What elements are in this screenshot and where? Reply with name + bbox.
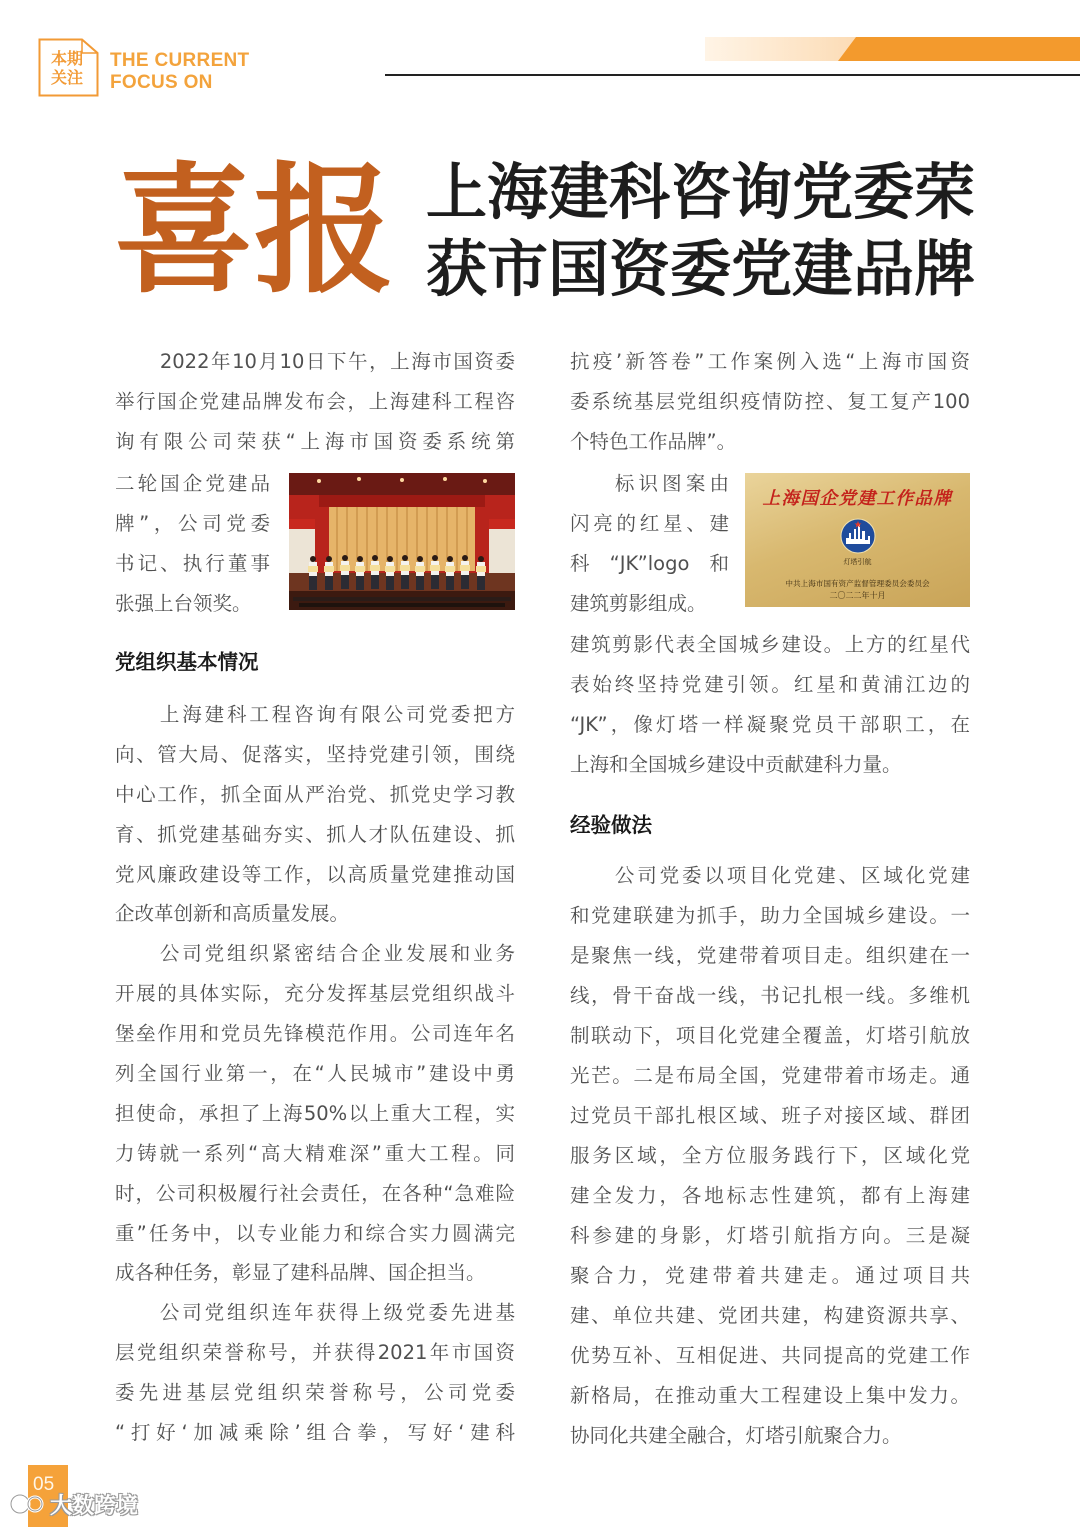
text-line: 建筑剪影代表全国城乡建设。上方的红星代 (570, 633, 970, 656)
title-line-2: 获市国资委党建品牌 (426, 234, 976, 305)
text-line: 个特色工作品牌”。 (570, 430, 737, 453)
plaque-issuer: 中共上海市国有资产监督管理委员会委员会 (785, 579, 930, 588)
text-line: “JK”，像灯塔一样凝聚党员干部职工，在 (570, 713, 970, 736)
right-body (570, 856, 970, 1456)
right-after-wrap (570, 625, 970, 785)
text-line: 公司党组织紧密结合企业发展和业务 (159, 942, 515, 966)
text-line: 重”任务中，以专业能力和综合实力圆满完 (115, 1221, 515, 1245)
text-line: 公司党委以项目化党建、区域化党建 (614, 864, 970, 887)
plaque-logo-caption: 灯塔引航 (843, 558, 872, 566)
text-line: 育、抓党建基础夯实、抓人才队伍建设、抓 (115, 822, 515, 846)
text-line: 书记、执行董事 (115, 552, 270, 575)
section-badge (38, 38, 99, 97)
award-ceremony-photo (289, 473, 515, 610)
plaque-date: 二〇二二年十月 (829, 591, 886, 600)
text-line: 是聚焦一线，党建带着项目走。组织建在一 (570, 944, 970, 967)
text-line: 时，公司积极履行社会责任，在各种“急难险 (115, 1181, 515, 1205)
text-line: 上海和全国城乡建设中贡献建科力量。 (570, 753, 902, 776)
text-line: 列全国行业第一，在“人民城市”建设中勇 (115, 1062, 515, 1086)
text-line: 建、单位共建、党团共建，构建资源共享、 (570, 1304, 970, 1327)
text-line: 企改革创新和高质量发展。 (115, 902, 350, 926)
text-line: 举行国企党建品牌发布会，上海建科工程咨 (115, 390, 515, 413)
text-line: 开展的具体实际，充分发挥基层党组织战斗 (115, 982, 515, 1006)
text-line: 2022年10月10日下午，上海市国资委 (159, 350, 515, 373)
text-line: 委系统基层党组织疫情防控、复工复产100 (570, 390, 970, 413)
text-line: 询有限公司荣获“上海市国资委系统第 (115, 430, 515, 453)
text-line: 担使命，承担了上海50%以上重大工程，实 (115, 1101, 515, 1125)
section-tag-line-1: THE CURRENT (110, 50, 250, 71)
badge-line-2: 关注 (50, 68, 83, 87)
text-line: 堡垒作用和党员先锋模范作用。公司连年名 (115, 1022, 515, 1046)
text-line: 科参建的身影，灯塔引航指方向。三是凝 (570, 1224, 970, 1247)
text-line: 二轮国企党建品 (115, 472, 270, 495)
text-line: 向、管大局、促落实，坚持党建引领，围绕 (115, 742, 515, 766)
text-line: 标识图案由 (614, 472, 729, 495)
text-line: 过党员干部扎根区域、班子对接区域、群团 (570, 1104, 970, 1127)
text-line: 表始终坚持党建引领。红星和黄浦江边的 (570, 673, 970, 696)
text-line: 中心工作，抓全面从严治党、抓党史学习教 (115, 782, 515, 806)
text-line: 建全发力，各地标志性建筑，都有上海建 (570, 1184, 970, 1207)
section-tag-line-2: FOCUS ON (110, 72, 213, 93)
text-line: 建筑剪影组成。 (570, 592, 707, 615)
header-bar-accent (838, 37, 1080, 61)
text-line: 党风廉政建设等工作，以高质量党建推动国 (115, 862, 515, 886)
text-line: 委先进基层党组织荣誉称号，公司党委 (115, 1381, 515, 1405)
text-line: 聚合力，党建带着共建走。通过项目共 (570, 1264, 970, 1287)
plaque-title: 上海国企党建工作品牌 (762, 489, 953, 509)
title-line-1: 上海建科咨询党委荣 (426, 157, 976, 228)
text-line: 优势互补、互相促进、共同提高的党建工作 (570, 1344, 970, 1367)
watermark-logo-icon (8, 1490, 48, 1522)
text-line: “打好‘加减乘除’组合拳，写好‘建科 (115, 1421, 515, 1445)
lighthouse-logo-icon (839, 517, 877, 555)
section-heading-basics: 党组织基本情况 (115, 650, 259, 674)
text-line: 层党组织荣誉称号，并获得2021年市国资 (115, 1341, 515, 1365)
badge-line-1: 本期 (50, 49, 83, 68)
text-line: 新格局，在推动重大工程建设上集中发力。 (570, 1384, 970, 1407)
right-intro (570, 342, 970, 462)
text-line: 公司党组织连年获得上级党委先进基 (159, 1301, 515, 1325)
text-line: 协同化共建全融合，灯塔引航聚合力。 (570, 1424, 902, 1447)
left-intro (115, 342, 515, 462)
text-line: 张强上台领奖。 (115, 592, 252, 615)
header-rule (385, 74, 1080, 76)
text-line: 光芒。二是布局全国，党建带着市场走。通 (570, 1064, 970, 1087)
text-line: 牌”，公司党委 (115, 512, 270, 535)
text-line: 制联动下，项目化党建全覆盖，灯塔引航放 (570, 1024, 970, 1047)
text-line: 线，骨干奋战一线，书记扎根一线。多维机 (570, 984, 970, 1007)
text-line: 力铸就一系列“高大精难深”重大工程。同 (115, 1141, 515, 1165)
text-line: 和党建联建为抓手，助力全国城乡建设。一 (570, 904, 970, 927)
left-intro-wrap (115, 464, 270, 624)
text-line: 闪亮的红星、建 (570, 512, 729, 535)
title-big: 喜报 (114, 150, 395, 313)
left-body (115, 695, 515, 1453)
brand-plaque-image (745, 473, 970, 607)
right-intro-wrap (570, 464, 729, 624)
page-number: 05 (33, 1474, 55, 1495)
text-line: 服务区域，全方位服务践行下，区域化党 (570, 1144, 970, 1167)
section-heading-experience: 经验做法 (570, 813, 652, 837)
text-line: 抗疫’新答卷”工作案例入选“上海市国资 (570, 350, 970, 373)
text-line: 成各种任务，彰显了建科品牌、国企担当。 (115, 1261, 486, 1285)
text-line: 科“JK”logo和 (570, 552, 729, 575)
watermark-text: 大数跨境 (50, 1494, 139, 1519)
text-line: 上海建科工程咨询有限公司党委把方 (159, 703, 515, 726)
